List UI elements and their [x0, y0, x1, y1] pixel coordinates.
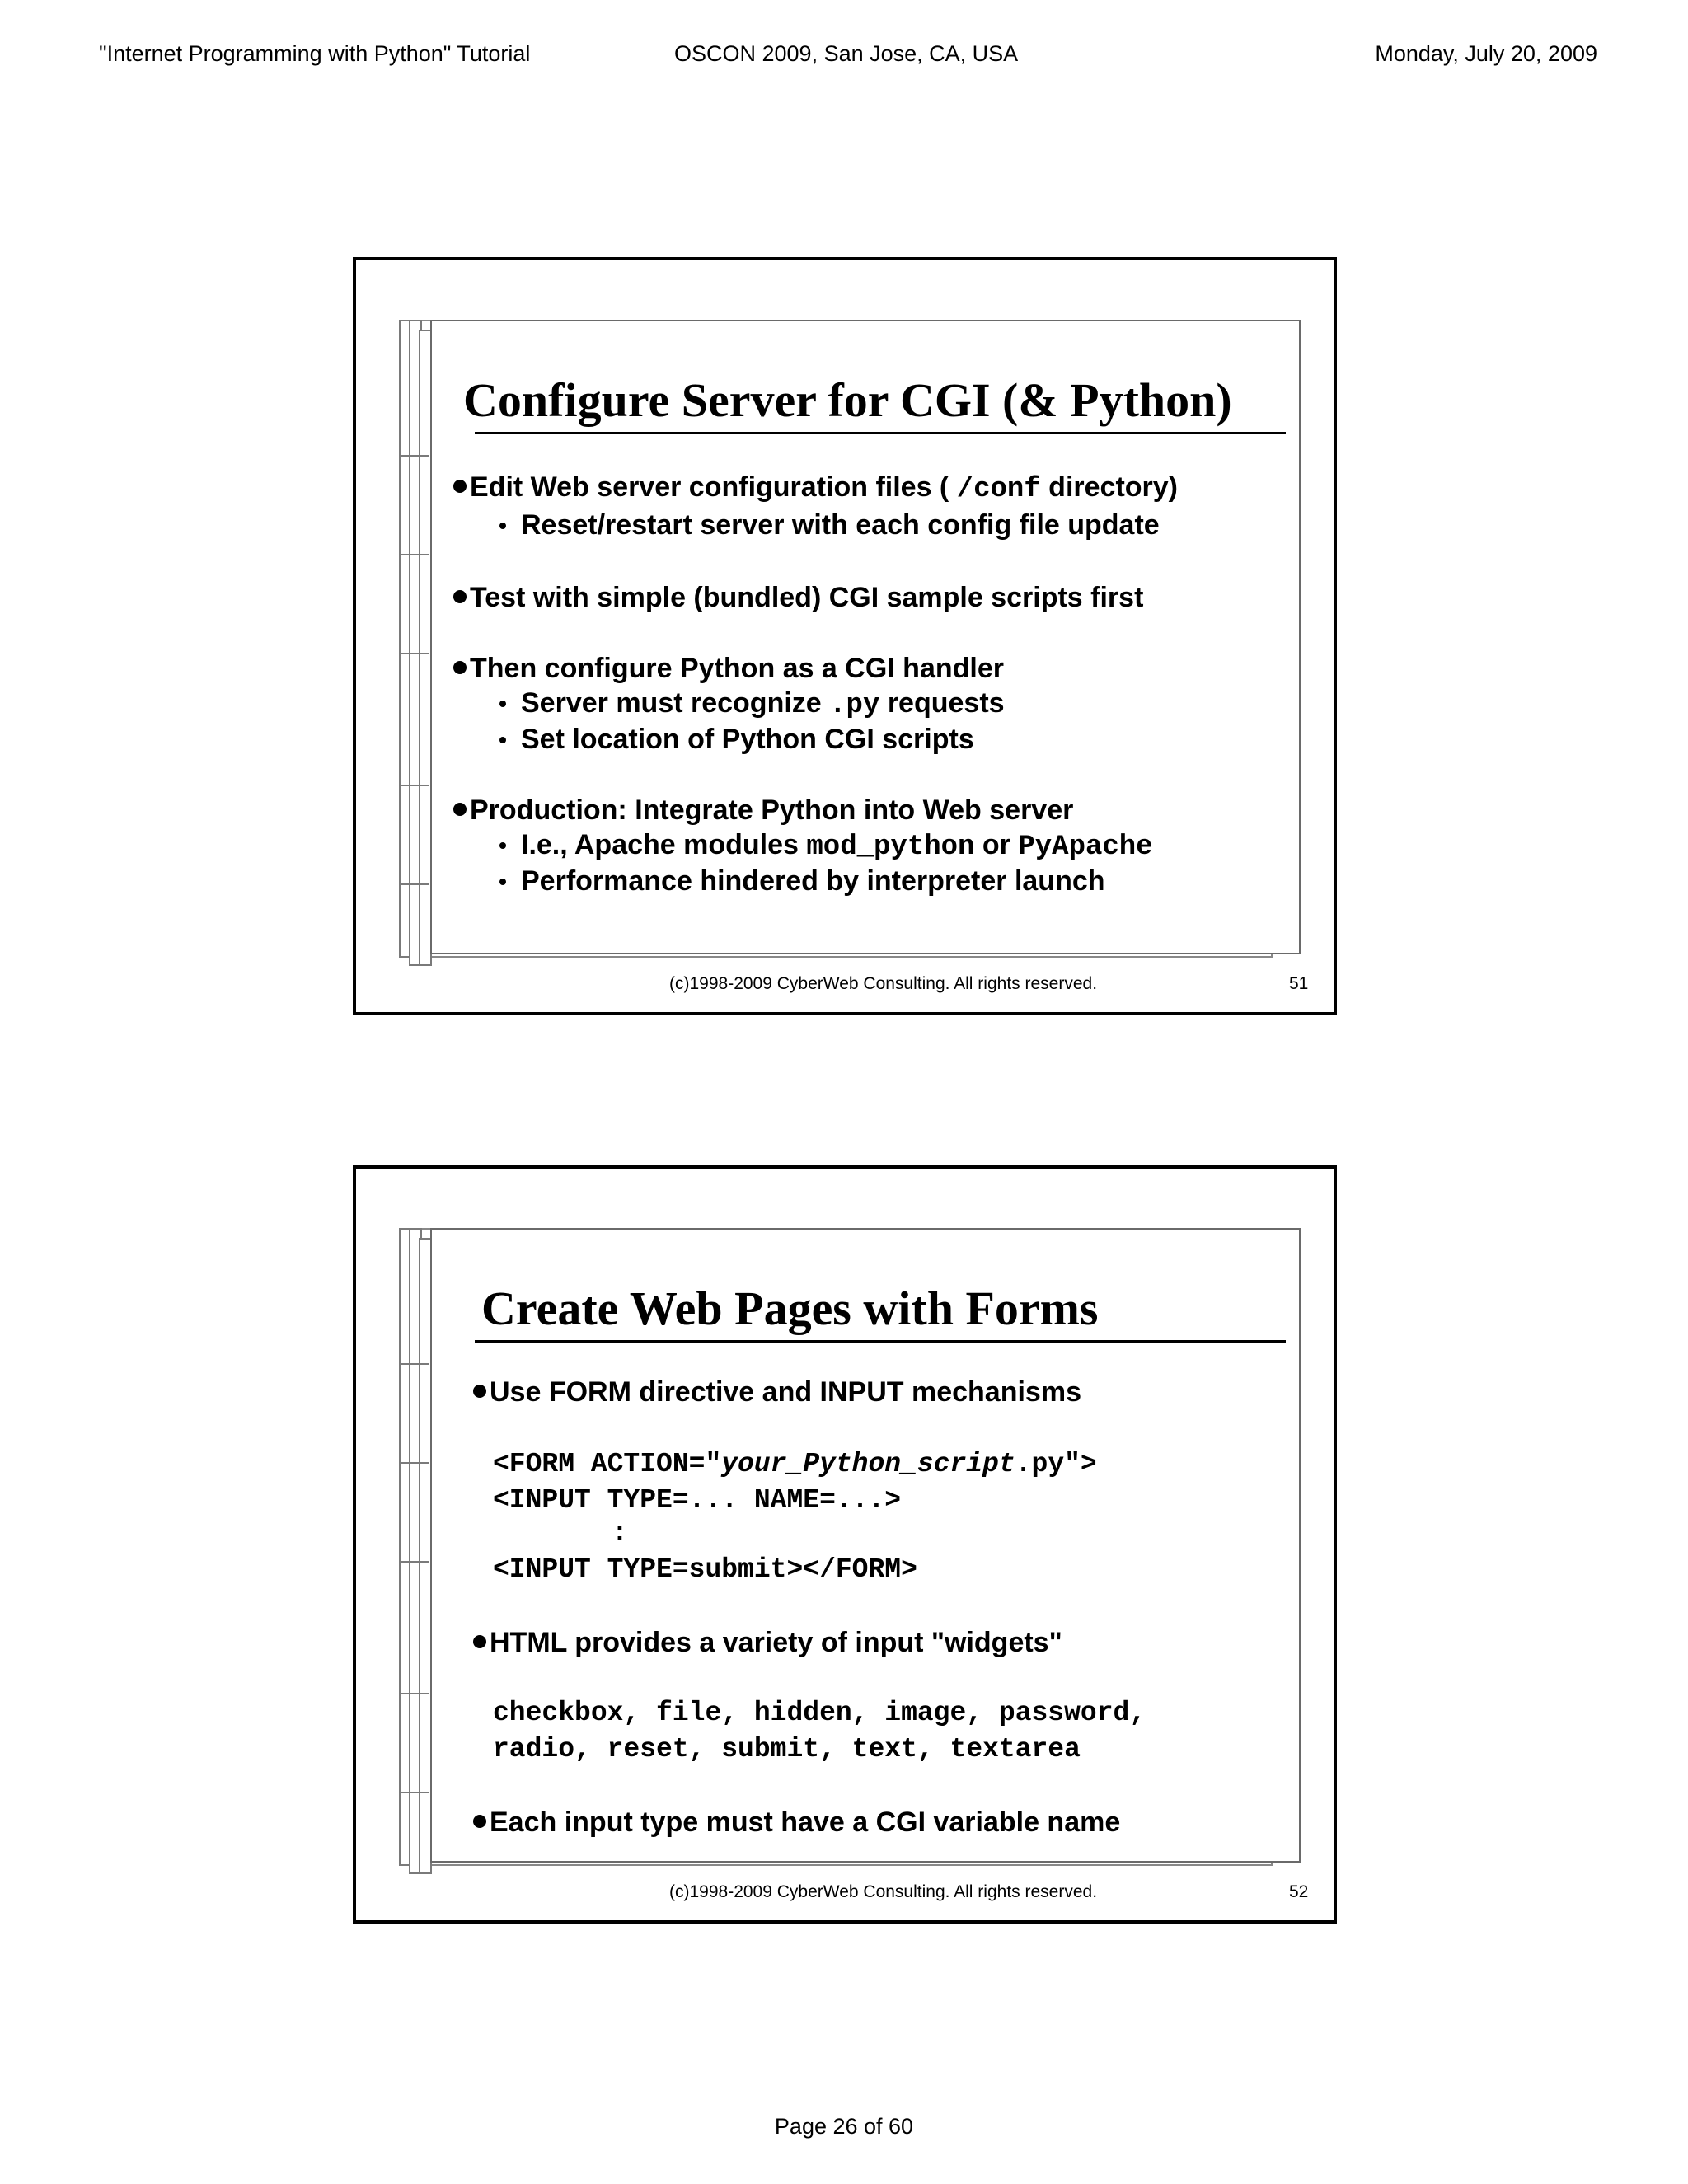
code-text: mod_python [806, 832, 975, 863]
code-text: <FORM ACTION=" [493, 1449, 722, 1479]
code-text: PyApache [1018, 832, 1153, 863]
document-header-event: OSCON 2009, San Jose, CA, USA [674, 41, 1019, 66]
code-input-line: <INPUT TYPE=... NAME=...> [493, 1485, 902, 1516]
bullet-text: Test with simple (bundled) CGI sample scripts first [470, 582, 1144, 613]
bullet-edit-config [453, 471, 1178, 505]
slide-decoration-tick [399, 1693, 429, 1694]
bullet-text: Each input type must have a CGI variable name [490, 1807, 1121, 1838]
code-form-close: <INPUT TYPE=submit></FORM> [493, 1554, 917, 1585]
page-number: Page 26 of 60 [774, 2114, 914, 2139]
bullet-text: HTML provides a variety of input "widgets" [490, 1627, 1062, 1658]
slide-copyright: (c)1998-2009 CyberWeb Consulting. All rights reserved. [669, 974, 1098, 993]
bullet-configure-python [453, 653, 1004, 685]
slide-decoration-tick [399, 1561, 429, 1563]
bullet-dot [499, 701, 506, 707]
slide-decoration-tick [399, 455, 429, 457]
bullet-cgi-variable [473, 1807, 1120, 1839]
bullet-text: Edit Web server configuration files ( [470, 471, 957, 503]
code-italic-text: your_Python_script [721, 1449, 1015, 1479]
slide-decoration-tick [399, 1792, 429, 1793]
code-text: /conf [956, 474, 1041, 505]
code-form-open [493, 1449, 1097, 1479]
bullet-dot [473, 1385, 486, 1398]
bullet-form-directive [473, 1376, 1081, 1408]
slide-number: 52 [1289, 1882, 1309, 1901]
bullet-dot [453, 803, 467, 816]
bullet-text: Reset/restart server with each config file update [521, 509, 1160, 541]
slide-decoration-tick [399, 1462, 429, 1464]
bullet-text: Then configure Python as a CGI handler [470, 653, 1004, 684]
slide-51 [353, 257, 1337, 1015]
bullet-text: Set location of Python CGI scripts [521, 724, 974, 755]
title-underline [475, 1340, 1286, 1343]
code-text: .py"> [1015, 1449, 1097, 1479]
slide-52 [353, 1165, 1337, 1924]
sub-bullet-apache-modules [499, 829, 1153, 863]
bullet-dot [473, 1815, 486, 1828]
bullet-dot [473, 1635, 486, 1648]
bullet-test [453, 582, 1143, 614]
bullet-text: Server must recognize [521, 687, 830, 719]
bullet-text: Production: Integrate Python into Web server [470, 794, 1074, 826]
sub-bullet-py-requests [499, 687, 1005, 721]
code-widget-list: checkbox, file, hidden, image, password, [493, 1698, 1146, 1728]
slide-decoration-tick [399, 883, 429, 885]
slide-title: Configure Server for CGI (& Python) [463, 373, 1232, 427]
bullet-dot [453, 590, 467, 603]
bullet-production [453, 794, 1073, 827]
bullet-dot [499, 879, 506, 885]
bullet-dot [453, 661, 467, 674]
slide-title: Create Web Pages with Forms [481, 1282, 1099, 1335]
slide-number: 51 [1289, 974, 1309, 993]
bullet-text: I.e., Apache modules [521, 829, 807, 860]
slide-decoration-tick [399, 653, 429, 654]
bullet-text: Performance hindered by interpreter launch [521, 865, 1105, 897]
code-text: .py [829, 690, 880, 721]
document-header-title: "Internet Programming with Python" Tutorial [99, 41, 531, 66]
bullet-dot [499, 842, 506, 849]
slide-copyright: (c)1998-2009 CyberWeb Consulting. All rights reserved. [669, 1882, 1098, 1901]
sub-bullet-reset [499, 509, 1160, 541]
bullet-text: requests [879, 687, 1005, 719]
bullet-dot [499, 737, 506, 743]
sub-bullet-performance [499, 865, 1105, 898]
slide-decoration-tick [399, 554, 429, 555]
bullet-dot [453, 480, 467, 493]
code-ellipsis: : [612, 1518, 628, 1549]
bullet-dot [499, 523, 506, 529]
slide-decoration-tick [399, 785, 429, 786]
slide-decoration-tick [399, 1363, 429, 1365]
bullet-text: Use FORM directive and INPUT mechanisms [490, 1376, 1081, 1408]
bullet-text: directory) [1040, 471, 1178, 503]
document-header-date: Monday, July 20, 2009 [1375, 41, 1597, 66]
title-underline [475, 432, 1286, 434]
code-widget-list: radio, reset, submit, text, textarea [493, 1734, 1081, 1765]
bullet-text: or [974, 829, 1019, 860]
bullet-html-widgets [473, 1627, 1062, 1659]
sub-bullet-script-location [499, 724, 974, 756]
